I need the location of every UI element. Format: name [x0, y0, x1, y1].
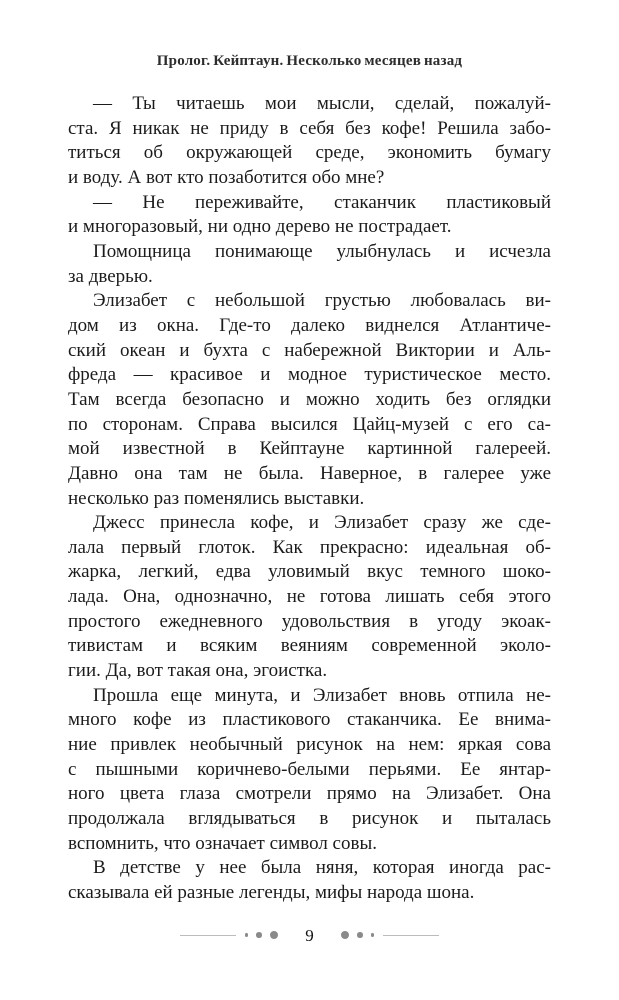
text-line: Давно она там не была. Наверное, в галерее уже [68, 462, 551, 484]
footer-rule-left [180, 935, 236, 936]
text-line: вспомнить, что означает символ совы. [68, 832, 377, 854]
text-line: лада. Она, однозначно, не готова лишать себя этого [68, 586, 551, 608]
page-body-text [68, 92, 551, 906]
text-line: ние привлек необычный рисунок на нем: яркая сова [68, 734, 551, 756]
text-line: мой известной в Кейптауне картинной галереей. [68, 438, 551, 460]
footer-rule-right [383, 935, 439, 936]
text-line: с пышными коричнево-белыми перьями. Ее янтар- [68, 758, 551, 780]
text-line: Прошла еще минута, и Элизабет вновь отпила не- [93, 684, 551, 706]
text-line: сказывала ей разные легенды, мифы народа шона. [68, 882, 475, 903]
text-line: много кофе из пластикового стаканчика. Ее внима- [68, 709, 551, 731]
text-line: дом из окна. Где-то далеко виднелся Атлантиче- [68, 314, 551, 336]
text-line: по сторонам. Справа высился Цайц-музей с его са- [68, 413, 551, 435]
ornament-dot [245, 933, 249, 937]
text-line: Помощница понимающе улыбнулась и исчезла [93, 240, 551, 262]
ornament-dot [256, 932, 262, 938]
text-line: — Не переживайте, стаканчик пластиковый [93, 191, 551, 213]
text-line: Там всегда безопасно и можно ходить без оглядки [68, 388, 551, 410]
text-line: и многоразовый, ни одно дерево не пострадает. [68, 216, 452, 238]
text-line: тивистам и всяким веяниям современной эколо- [68, 635, 551, 657]
text-line: титься об окружающей среде, экономить бумагу [68, 142, 551, 164]
text-line: простого ежедневного удовольствия в угоду экоак- [68, 610, 551, 632]
text-line: — Ты читаешь мои мысли, сделай, пожалуй- [93, 93, 551, 114]
text-line: и воду. А вот кто позаботится обо мне? [68, 166, 385, 188]
text-line: лала первый глоток. Как прекрасно: идеальная об- [68, 536, 551, 558]
ornament-dot [357, 932, 363, 938]
text-line: ного цвета глаза смотрели прямо на Элизабет. Она [68, 783, 551, 805]
page-footer [0, 924, 619, 946]
text-line: за дверью. [68, 265, 153, 287]
text-line: продолжала вглядываться в рисунок и пыталась [68, 808, 551, 830]
ornament-dot [270, 931, 279, 940]
text-line: ста. Я никак не приду в себя без кофе! Решила забо- [68, 117, 551, 139]
text-line: ский океан и бухта с набережной Виктории и Аль- [68, 339, 551, 361]
text-line: Элизабет с небольшой грустью любовалась ви- [93, 290, 551, 312]
text-line: гии. Да, вот такая она, эгоистка. [68, 660, 328, 682]
text-line: несколько раз поменялись выставки. [68, 487, 365, 509]
text-line: В детстве у нее была няня, которая иногда рас- [93, 857, 551, 879]
ornament-dot [371, 933, 375, 937]
text-line: жарка, легкий, едва уловимый вкус темного шоко- [68, 561, 551, 583]
page-number: 9 [305, 925, 314, 945]
ornament-dot [341, 931, 350, 940]
running-header: Пролог. Кейптаун. Несколько месяцев назад [156, 53, 463, 69]
text-line: фреда — красивое и модное туристическое место. [68, 364, 551, 386]
text-line: Джесс принесла кофе, и Элизабет сразу же сде- [93, 512, 551, 534]
